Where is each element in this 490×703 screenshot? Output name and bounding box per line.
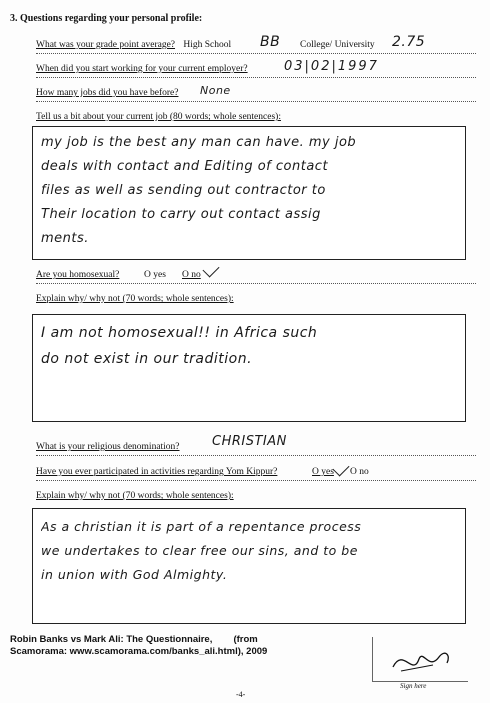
- job-answer-line: ments.: [41, 231, 89, 246]
- yom-explain-label: Explain why/ why not (70 words; whole sentences):: [36, 491, 234, 501]
- checkmark-icon: [203, 261, 220, 278]
- gpa-label: What was your grade point average?: [36, 40, 176, 50]
- high-school-gpa-value[interactable]: BB: [260, 34, 281, 50]
- page-number: -4-: [236, 690, 246, 699]
- job-answer-line: files as well as sending out contractor to: [41, 183, 326, 198]
- section-title: 3. Questions regarding your personal profile:: [10, 13, 203, 24]
- job-answer-line: deals with contact and Editing of contact: [41, 159, 329, 174]
- job-answer-box[interactable]: [32, 126, 466, 260]
- divider: [36, 101, 476, 102]
- college-gpa-value[interactable]: 2.75: [392, 34, 426, 50]
- homo-explain-label: Explain why/ why not (70 words; whole sentences):: [36, 294, 234, 304]
- jobs-question: [36, 88, 178, 98]
- religion-value[interactable]: CHRISTIAN: [212, 434, 287, 449]
- footer-line-2: Scamorama: www.scamorama.com/banks_ali.html), 2009: [10, 646, 268, 657]
- checkmark-icon: [333, 460, 350, 477]
- divider: [36, 283, 476, 284]
- gpa-question: [36, 40, 231, 50]
- homo-explain-line: I am not homosexual!! in Africa such: [41, 325, 318, 341]
- job-label: Tell us a bit about your current job (80 words; whole sentences):: [36, 112, 281, 122]
- homo-explain-question: [36, 294, 234, 304]
- homo-no-option[interactable]: O no: [182, 270, 201, 280]
- yom-yes-option[interactable]: O yes: [312, 467, 334, 477]
- divider: [36, 53, 476, 54]
- footer-line-1: Robin Banks vs Mark Ali: The Questionnaire, (from: [10, 634, 258, 645]
- divider: [36, 455, 476, 456]
- jobs-value[interactable]: None: [200, 84, 231, 97]
- religion-question: [36, 442, 180, 452]
- homo-explain-box[interactable]: [32, 314, 466, 422]
- yom-explain-line: As a christian it is part of a repentance process: [41, 519, 362, 534]
- footer-credit: [10, 634, 267, 658]
- divider: [36, 480, 476, 481]
- signature-area[interactable]: [372, 637, 468, 682]
- yom-question: [36, 467, 277, 477]
- yom-no-option[interactable]: O no: [350, 467, 369, 477]
- job-answer-line: Their location to carry out contact assig: [41, 207, 321, 222]
- homo-yes-option[interactable]: O yes: [144, 270, 166, 280]
- yom-label: Have you ever participated in activities regarding Yom Kippur?: [36, 467, 278, 477]
- job-question: [36, 112, 281, 122]
- job-answer-line: my job is the best any man can have. my job: [41, 135, 357, 150]
- yom-explain-line: in union with God Almighty.: [41, 567, 228, 582]
- homo-question: [36, 270, 119, 280]
- start-label: When did you start working for your current employer?: [36, 64, 248, 74]
- yom-explain-line: we undertakes to clear free our sins, and to be: [41, 543, 358, 558]
- homo-explain-line: do not exist in our tradition.: [41, 351, 253, 367]
- high-school-label: High School: [183, 40, 232, 50]
- homo-label: Are you homosexual?: [36, 270, 120, 280]
- yom-explain-box[interactable]: [32, 508, 466, 624]
- religion-label: What is your religious denomination?: [36, 442, 180, 452]
- yom-explain-question: [36, 491, 234, 501]
- signature-scribble-icon: [373, 637, 469, 682]
- college-label: College/ University: [300, 40, 375, 50]
- jobs-label: How many jobs did you have before?: [36, 88, 179, 98]
- signature-label: Sign here: [400, 682, 427, 690]
- start-question: [36, 64, 248, 74]
- divider: [36, 77, 476, 78]
- start-date-value[interactable]: 03|02|1997: [284, 59, 379, 74]
